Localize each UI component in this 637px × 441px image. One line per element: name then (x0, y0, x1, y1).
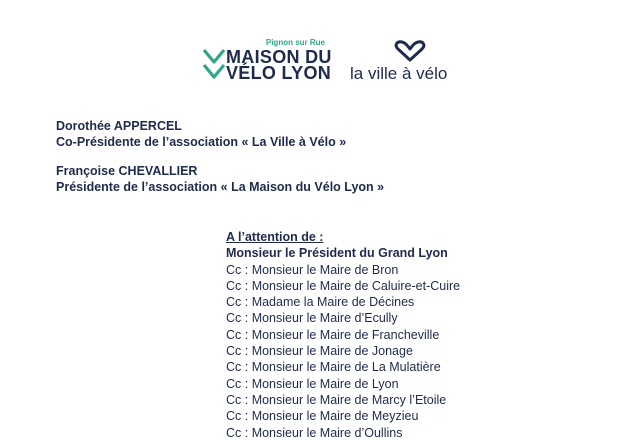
logo-line-2: VÉLO LYON (226, 63, 332, 83)
signatory-2 (56, 163, 384, 195)
attention-heading: A l’attention de : (226, 230, 324, 244)
cc-item: Cc : Monsieur le Maire de Francheville (226, 327, 440, 342)
logo-pretitle: Pignon sur Rue (265, 38, 325, 47)
cc-item: Cc : Monsieur le Maire d’Oullins (226, 425, 403, 440)
heart-outline-icon (394, 40, 426, 62)
signatory-name: Françoise CHEVALLIER (56, 164, 198, 178)
signatory-1 (56, 118, 346, 150)
cc-item: Cc : Madame la Maire de Décines (226, 295, 415, 310)
signatory-role: Co-Présidente de l’association « La Ville à Vélo » (56, 135, 347, 149)
main-recipient: Monsieur le Président du Grand Lyon (226, 246, 448, 261)
cc-item: Cc : Monsieur le Maire de Jonage (226, 344, 413, 359)
cc-item: Cc : Monsieur le Maire de Lyon (226, 376, 399, 391)
chevron-v-icon (203, 48, 225, 82)
logo-line-1: MAISON DU (226, 47, 332, 67)
signatory-name: Dorothée APPERCEL (56, 119, 182, 133)
cc-item: Cc : Monsieur le Maire de La Mulatière (226, 360, 441, 375)
cc-item: Cc : Monsieur le Maire de Marcy l’Etoile (226, 392, 447, 407)
ville-a-velo-name: la ville à vélo (350, 64, 448, 83)
ville-a-velo-logo (349, 40, 474, 84)
cc-item: Cc : Monsieur le Maire d’Ecully (226, 311, 398, 326)
recipients-block (226, 229, 460, 441)
cc-item: Cc : Monsieur le Maire de Caluire-et-Cuire (226, 278, 461, 293)
cc-item: Cc : Monsieur le Maire de Bron (226, 262, 399, 277)
signatory-role: Présidente de l’association « La Maison du Vélo Lyon » (56, 180, 385, 194)
cc-item: Cc : Monsieur le Maire de Meyzieu (226, 409, 419, 424)
cc-list (226, 262, 460, 441)
maison-du-velo-logo (203, 38, 332, 84)
